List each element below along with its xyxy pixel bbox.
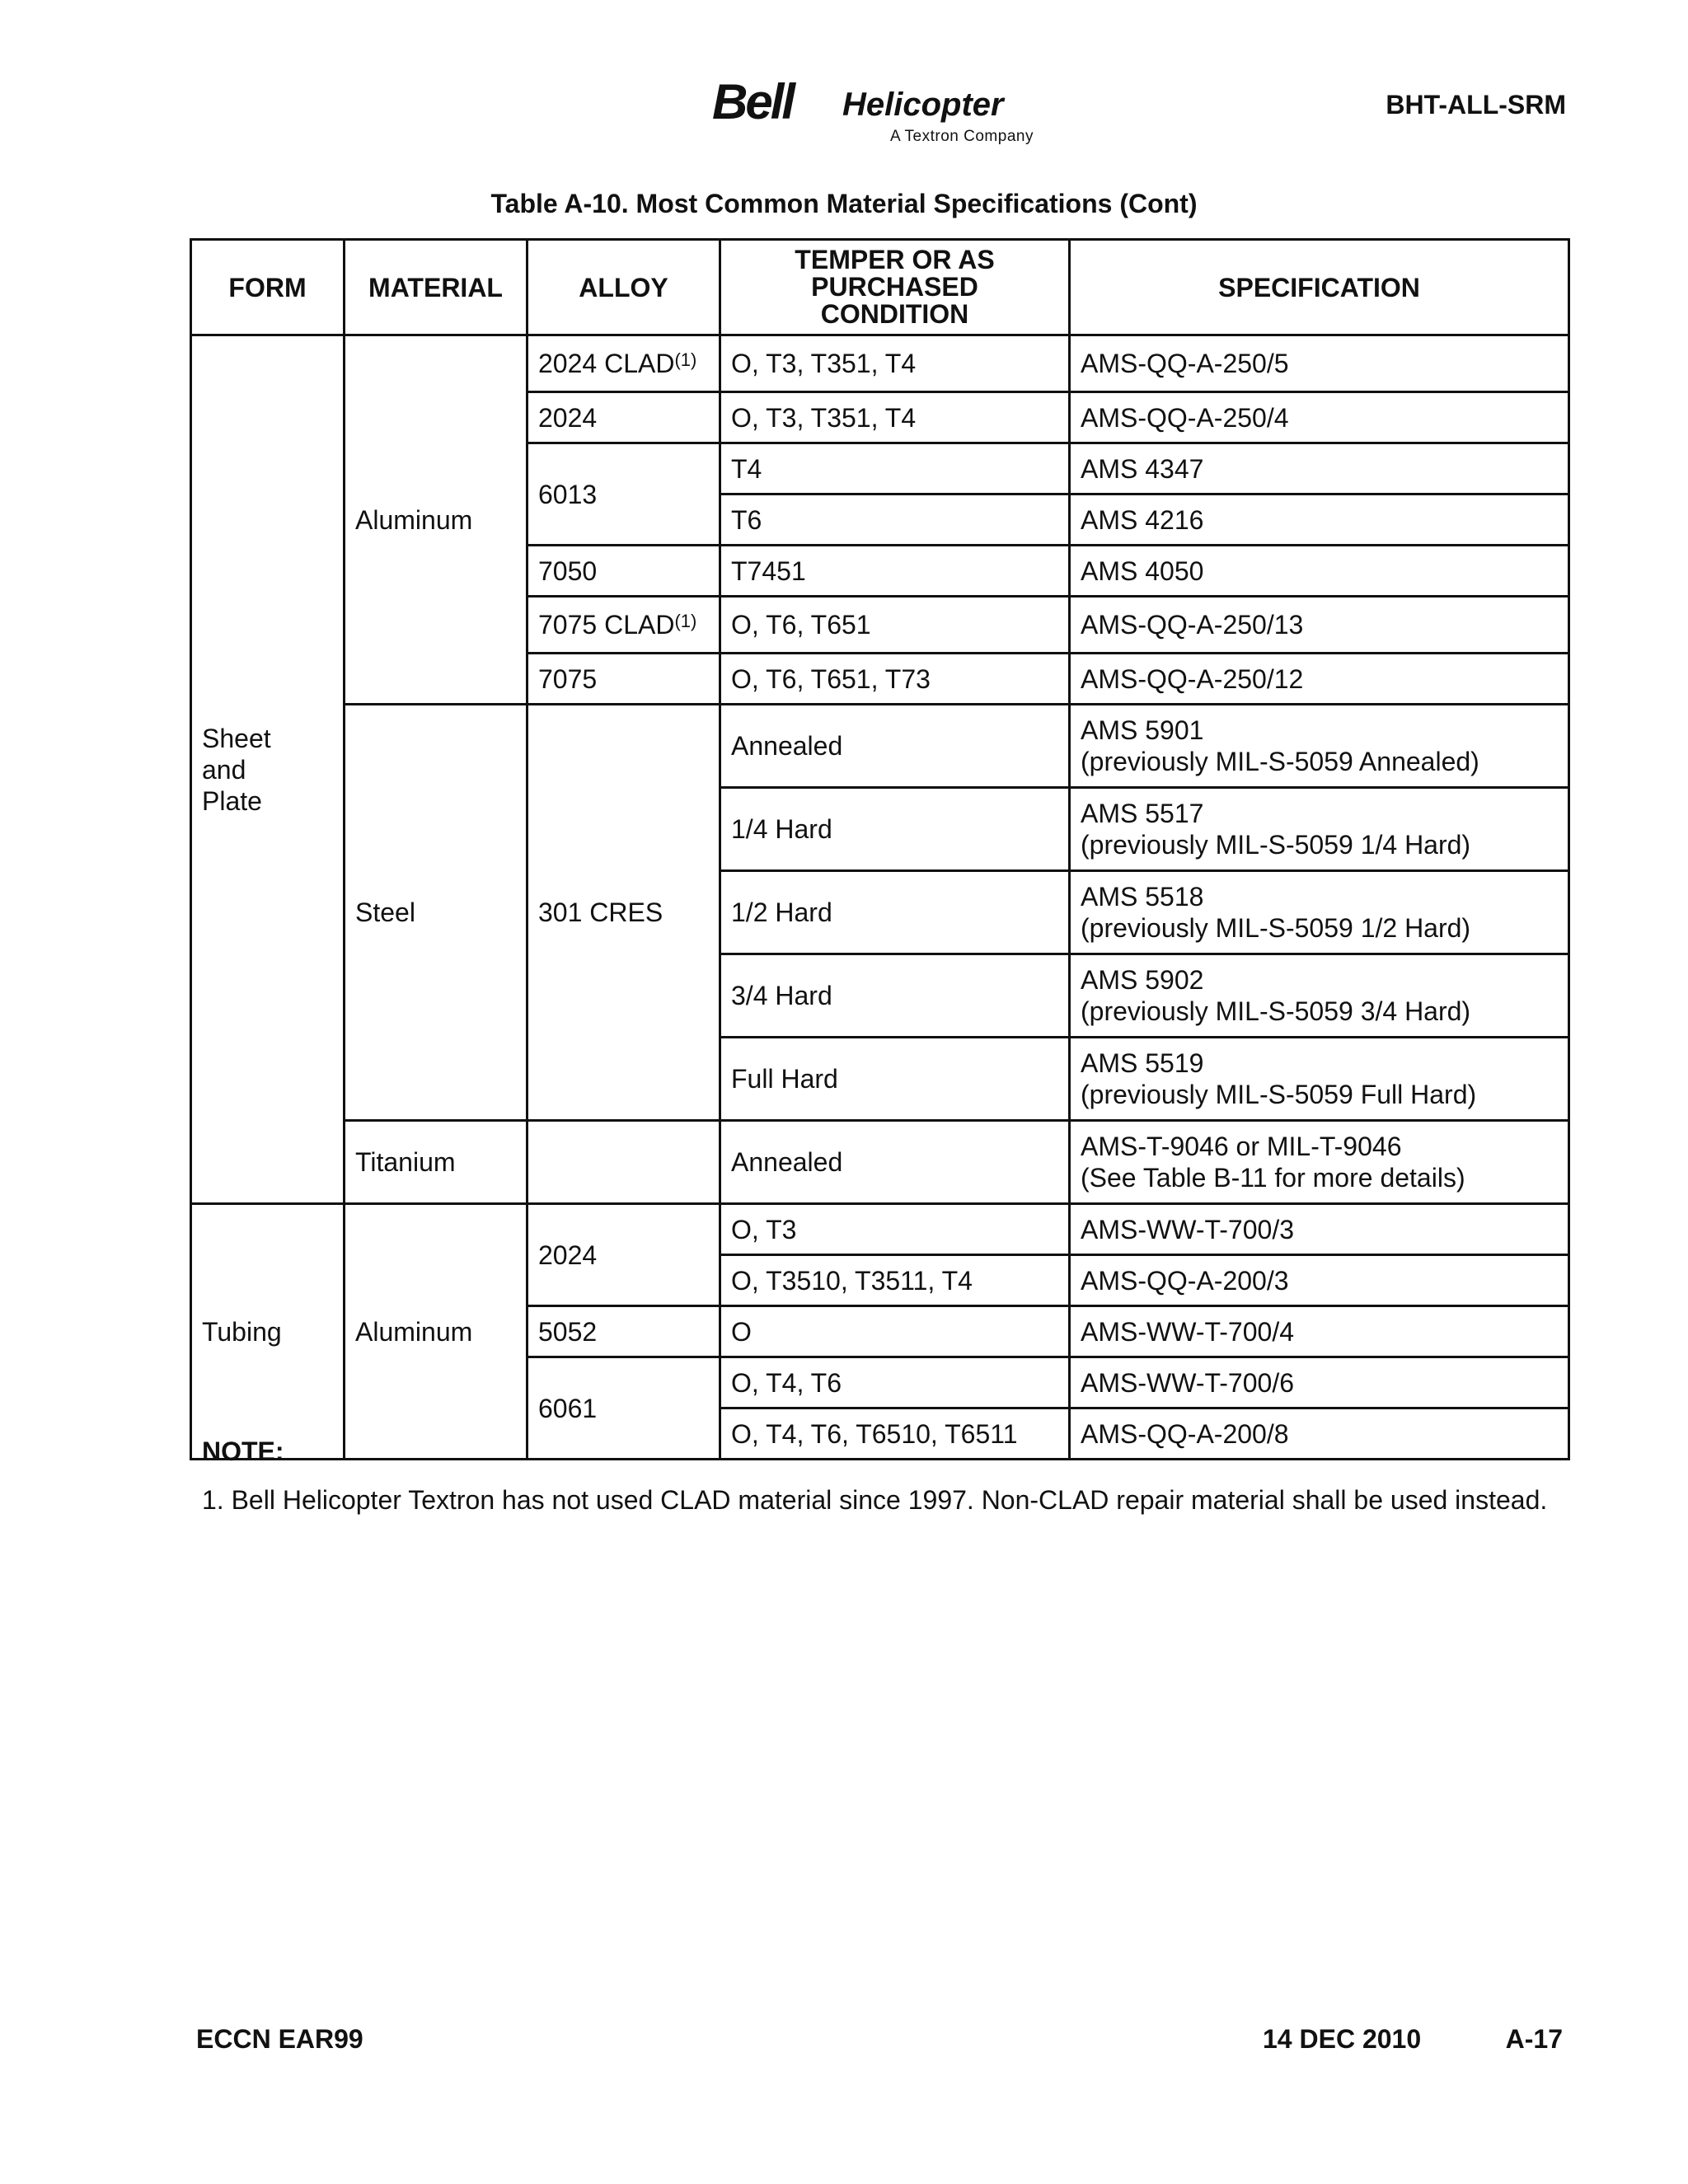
material-steel: Steel: [345, 705, 528, 1121]
material-specifications-table: [190, 238, 1570, 1460]
spec-line2: (previously MIL-S-5059 1/2 Hard): [1081, 913, 1471, 943]
spec-line2: (previously MIL-S-5059 3/4 Hard): [1081, 996, 1471, 1026]
temper-cell: Annealed: [720, 1121, 1070, 1204]
table-row: [191, 1204, 1569, 1255]
footnote-ref: (1): [674, 349, 697, 370]
alloy-cell: [528, 335, 720, 392]
spec-cell: [1070, 788, 1569, 871]
spec-line2: (previously MIL-S-5059 Annealed): [1081, 747, 1479, 776]
alloy-cell: 6061: [528, 1357, 720, 1460]
spec-line1: AMS 5901: [1081, 715, 1204, 745]
header-temper-line3: CONDITION: [820, 299, 969, 329]
table-row: [191, 705, 1569, 788]
form-tubing: Tubing: [191, 1204, 345, 1460]
header-form: FORM: [191, 240, 345, 335]
alloy-cell: [528, 1121, 720, 1204]
spec-cell: AMS 4216: [1070, 494, 1569, 546]
spec-cell: [1070, 871, 1569, 954]
header-material: MATERIAL: [345, 240, 528, 335]
form-sheet-and-plate: [191, 335, 345, 1204]
alloy-cell: 6013: [528, 443, 720, 546]
spec-cell: [1070, 705, 1569, 788]
spec-cell: [1070, 1121, 1569, 1204]
spec-cell: AMS-QQ-A-200/8: [1070, 1408, 1569, 1460]
alloy-text: 2024 CLAD: [538, 349, 675, 378]
header-specification: SPECIFICATION: [1070, 240, 1569, 335]
temper-cell: O, T6, T651: [720, 597, 1070, 654]
spec-line1: AMS 5902: [1081, 965, 1204, 995]
logo-wordmark: Helicopter: [842, 87, 1004, 123]
header-alloy: ALLOY: [528, 240, 720, 335]
alloy-cell: 5052: [528, 1306, 720, 1357]
spec-cell: AMS-QQ-A-200/3: [1070, 1255, 1569, 1306]
temper-cell: Annealed: [720, 705, 1070, 788]
temper-cell: T7451: [720, 546, 1070, 597]
alloy-text: 7075 CLAD: [538, 610, 675, 640]
temper-cell: O: [720, 1306, 1070, 1357]
alloy-cell: 7050: [528, 546, 720, 597]
temper-cell: O, T3, T351, T4: [720, 392, 1070, 443]
spec-cell: [1070, 1038, 1569, 1121]
temper-cell: T4: [720, 443, 1070, 494]
temper-cell: T6: [720, 494, 1070, 546]
table-caption: Table A-10. Most Common Material Specifications (Cont): [490, 189, 1198, 218]
page-number: A-17: [1505, 2024, 1563, 2054]
spec-line2: (See Table B-11 for more details): [1081, 1163, 1465, 1193]
footer-date: 14 DEC 2010: [1263, 2024, 1422, 2054]
logo-mark: Bell: [712, 74, 794, 129]
temper-cell: O, T3, T351, T4: [720, 335, 1070, 392]
spec-line2: (previously MIL-S-5059 1/4 Hard): [1081, 830, 1471, 860]
header-temper: [720, 240, 1070, 335]
spec-cell: AMS-WW-T-700/4: [1070, 1306, 1569, 1357]
temper-cell: O, T4, T6: [720, 1357, 1070, 1408]
spec-cell: AMS-QQ-A-250/12: [1070, 654, 1569, 705]
temper-cell: O, T4, T6, T6510, T6511: [720, 1408, 1070, 1460]
spec-line1: AMS 5517: [1081, 799, 1204, 828]
bell-helicopter-logo: [712, 71, 1058, 150]
temper-cell: 1/2 Hard: [720, 871, 1070, 954]
temper-cell: Full Hard: [720, 1038, 1070, 1121]
alloy-cell: 2024: [528, 1204, 720, 1306]
footnote-ref: (1): [674, 611, 697, 631]
form-sheet-line3: Plate: [202, 785, 262, 816]
temper-cell: 1/4 Hard: [720, 788, 1070, 871]
material-titanium: Titanium: [345, 1121, 528, 1204]
alloy-cell: 301 CRES: [528, 705, 720, 1121]
footer-eccn: ECCN EAR99: [196, 2024, 363, 2054]
form-sheet-line1: Sheet: [202, 723, 271, 753]
table-header-row: [191, 240, 1569, 335]
spec-cell: AMS-WW-T-700/6: [1070, 1357, 1569, 1408]
spec-cell: AMS-QQ-A-250/13: [1070, 597, 1569, 654]
spec-line1: AMS-T-9046 or MIL-T-9046: [1081, 1132, 1402, 1161]
material-tubing-aluminum: Aluminum: [345, 1204, 528, 1460]
spec-line1: AMS 5519: [1081, 1048, 1204, 1078]
temper-cell: O, T3: [720, 1204, 1070, 1255]
header-temper-line1: TEMPER OR AS: [795, 245, 995, 274]
logo-tagline: A Textron Company: [890, 128, 1034, 145]
spec-cell: AMS 4347: [1070, 443, 1569, 494]
spec-cell: AMS 4050: [1070, 546, 1569, 597]
form-sheet-line2: and: [202, 754, 246, 785]
temper-cell: 3/4 Hard: [720, 954, 1070, 1038]
spec-cell: AMS-QQ-A-250/5: [1070, 335, 1569, 392]
note-heading: NOTE:: [202, 1436, 284, 1466]
table-row: [191, 335, 1569, 392]
spec-cell: AMS-WW-T-700/3: [1070, 1204, 1569, 1255]
document-id: BHT-ALL-SRM: [1386, 90, 1566, 120]
note-item: 1. Bell Helicopter Textron has not used CLAD material since 1997. Non-CLAD repair material shall be used instead.: [202, 1485, 1548, 1515]
spec-line2: (previously MIL-S-5059 Full Hard): [1081, 1080, 1477, 1109]
temper-cell: O, T3510, T3511, T4: [720, 1255, 1070, 1306]
alloy-cell: 2024: [528, 392, 720, 443]
spec-cell: [1070, 954, 1569, 1038]
spec-cell: AMS-QQ-A-250/4: [1070, 392, 1569, 443]
alloy-cell: 7075: [528, 654, 720, 705]
table-row: [191, 1121, 1569, 1204]
material-aluminum: Aluminum: [345, 335, 528, 705]
alloy-cell: [528, 597, 720, 654]
header-temper-line2: PURCHASED: [811, 272, 978, 302]
spec-line1: AMS 5518: [1081, 882, 1204, 912]
temper-cell: O, T6, T651, T73: [720, 654, 1070, 705]
